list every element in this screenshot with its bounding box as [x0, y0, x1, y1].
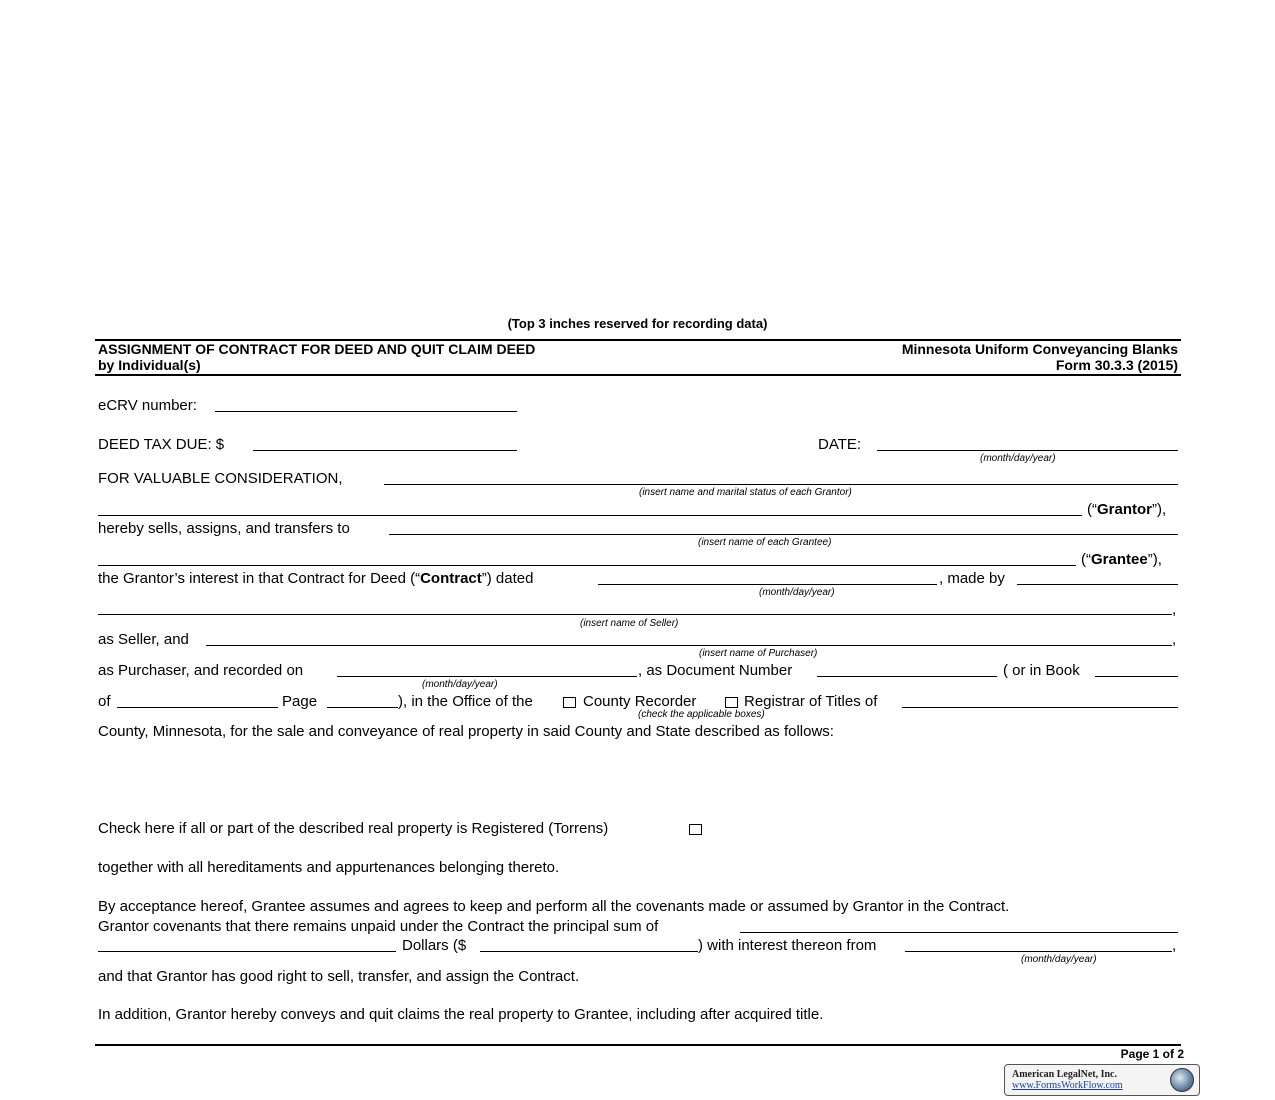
deed-tax-field[interactable]	[253, 450, 517, 451]
grantor-name-field[interactable]	[384, 484, 1178, 485]
quit-claim-text: In addition, Grantor hereby conveys and quit claims the real property to Grantee, including after acquired title.	[98, 1006, 824, 1023]
grantee-defined-term: (“Grantee”),	[1081, 551, 1162, 568]
seller-comma: ,	[1172, 601, 1177, 618]
interest-from-date-field[interactable]	[905, 951, 1172, 952]
american-legalnet-logo	[1004, 1064, 1200, 1096]
of-label: of	[98, 693, 111, 710]
purchaser-comma: ,	[1172, 631, 1177, 648]
book-field[interactable]	[1095, 676, 1178, 677]
contract-date-field[interactable]	[598, 584, 937, 585]
principal-sum-words-continued-field[interactable]	[98, 951, 396, 952]
recording-note: (Top 3 inches reserved for recording data)	[507, 316, 768, 331]
grantee-name-field-continued[interactable]	[98, 565, 1076, 566]
acceptance-text: By acceptance hereof, Grantee assumes and agrees to keep and perform all the covenants made or assumed by Grantor in the Contract.	[98, 898, 1010, 915]
logo-website: www.FormsWorkFlow.com	[1012, 1080, 1123, 1091]
purchaser-name-field[interactable]	[206, 645, 1172, 646]
county-name-field[interactable]	[902, 707, 1178, 708]
recorded-date-caption: (month/day/year)	[422, 679, 498, 690]
footer-rule	[95, 1044, 1181, 1046]
as-purchaser-label: as Purchaser, and recorded on	[98, 662, 304, 679]
form-number: Form 30.3.3 (2015)	[1055, 357, 1178, 373]
date-label: DATE:	[818, 436, 862, 453]
date-field[interactable]	[877, 450, 1178, 451]
or-in-book-label: ( or in Book	[1003, 662, 1080, 679]
torrens-text: Check here if all or part of the described real property is Registered (Torrens)	[98, 820, 609, 837]
book-of-field[interactable]	[117, 707, 278, 708]
form-subtitle: by Individual(s)	[98, 357, 201, 373]
document-number-field[interactable]	[817, 676, 997, 677]
as-seller-label: as Seller, and	[98, 631, 189, 648]
form-title: ASSIGNMENT OF CONTRACT FOR DEED AND QUIT CLAIM DEED	[98, 341, 536, 357]
consideration-label: FOR VALUABLE CONSIDERATION,	[98, 470, 343, 487]
form-publisher: Minnesota Uniform Conveyancing Blanks	[901, 341, 1178, 357]
purchaser-caption: (insert name of Purchaser)	[699, 648, 818, 659]
page-number: Page 1 of 2	[1120, 1047, 1184, 1061]
page-label: Page	[282, 693, 318, 710]
contract-date-caption: (month/day/year)	[759, 587, 835, 598]
sells-label: hereby sells, assigns, and transfers to	[98, 520, 350, 537]
good-right-text: and that Grantor has good right to sell, transfer, and assign the Contract.	[98, 968, 580, 985]
interest-label: ) with interest thereon from	[698, 937, 877, 954]
dollars-label: Dollars ($	[402, 937, 467, 954]
made-by-field[interactable]	[1017, 584, 1178, 585]
county-recorder-label: County Recorder	[583, 693, 697, 710]
interest-comma: ,	[1172, 937, 1177, 954]
check-caption: (check the applicable boxes)	[638, 709, 765, 720]
grantor-name-field-continued[interactable]	[98, 515, 1082, 516]
ecrv-label: eCRV number:	[98, 397, 197, 414]
recorded-date-field[interactable]	[337, 676, 637, 677]
made-by-label: , made by	[939, 570, 1005, 587]
office-label: ), in the Office of the	[398, 693, 533, 710]
grantor-caption: (insert name and marital status of each Grantor)	[639, 487, 852, 498]
seller-caption: (insert name of Seller)	[580, 618, 679, 629]
grantor-defined-term: (“Grantor”),	[1087, 501, 1167, 518]
ecrv-number-field[interactable]	[215, 411, 517, 412]
doc-number-label: , as Document Number	[638, 662, 793, 679]
page-field[interactable]	[327, 707, 398, 708]
grantee-name-field[interactable]	[389, 534, 1178, 535]
date-caption: (month/day/year)	[980, 453, 1056, 464]
seller-name-field[interactable]	[98, 614, 1172, 615]
torrens-checkbox[interactable]	[689, 824, 702, 835]
logo-company-name: American LegalNet, Inc.	[1012, 1069, 1117, 1080]
principal-sum-words-field[interactable]	[740, 932, 1178, 933]
covenants-text: Grantor covenants that there remains unpaid under the Contract the principal sum of	[98, 918, 659, 935]
globe-icon	[1170, 1068, 1194, 1092]
registrar-label: Registrar of Titles of	[744, 693, 878, 710]
header-bottom-rule	[95, 374, 1181, 376]
interest-date-caption: (month/day/year)	[1021, 954, 1097, 965]
deed-tax-label: DEED TAX DUE: $	[98, 436, 225, 453]
registrar-checkbox[interactable]	[725, 697, 738, 708]
principal-sum-amount-field[interactable]	[480, 951, 698, 952]
hereditaments-text: together with all hereditaments and appurtenances belonging thereto.	[98, 859, 560, 876]
contract-intro: the Grantor’s interest in that Contract for Deed (“Contract”) dated	[98, 570, 534, 587]
county-minnesota-text: County, Minnesota, for the sale and conveyance of real property in said County and State described as follows:	[98, 723, 834, 740]
grantee-caption: (insert name of each Grantee)	[698, 537, 832, 548]
county-recorder-checkbox[interactable]	[563, 697, 576, 708]
